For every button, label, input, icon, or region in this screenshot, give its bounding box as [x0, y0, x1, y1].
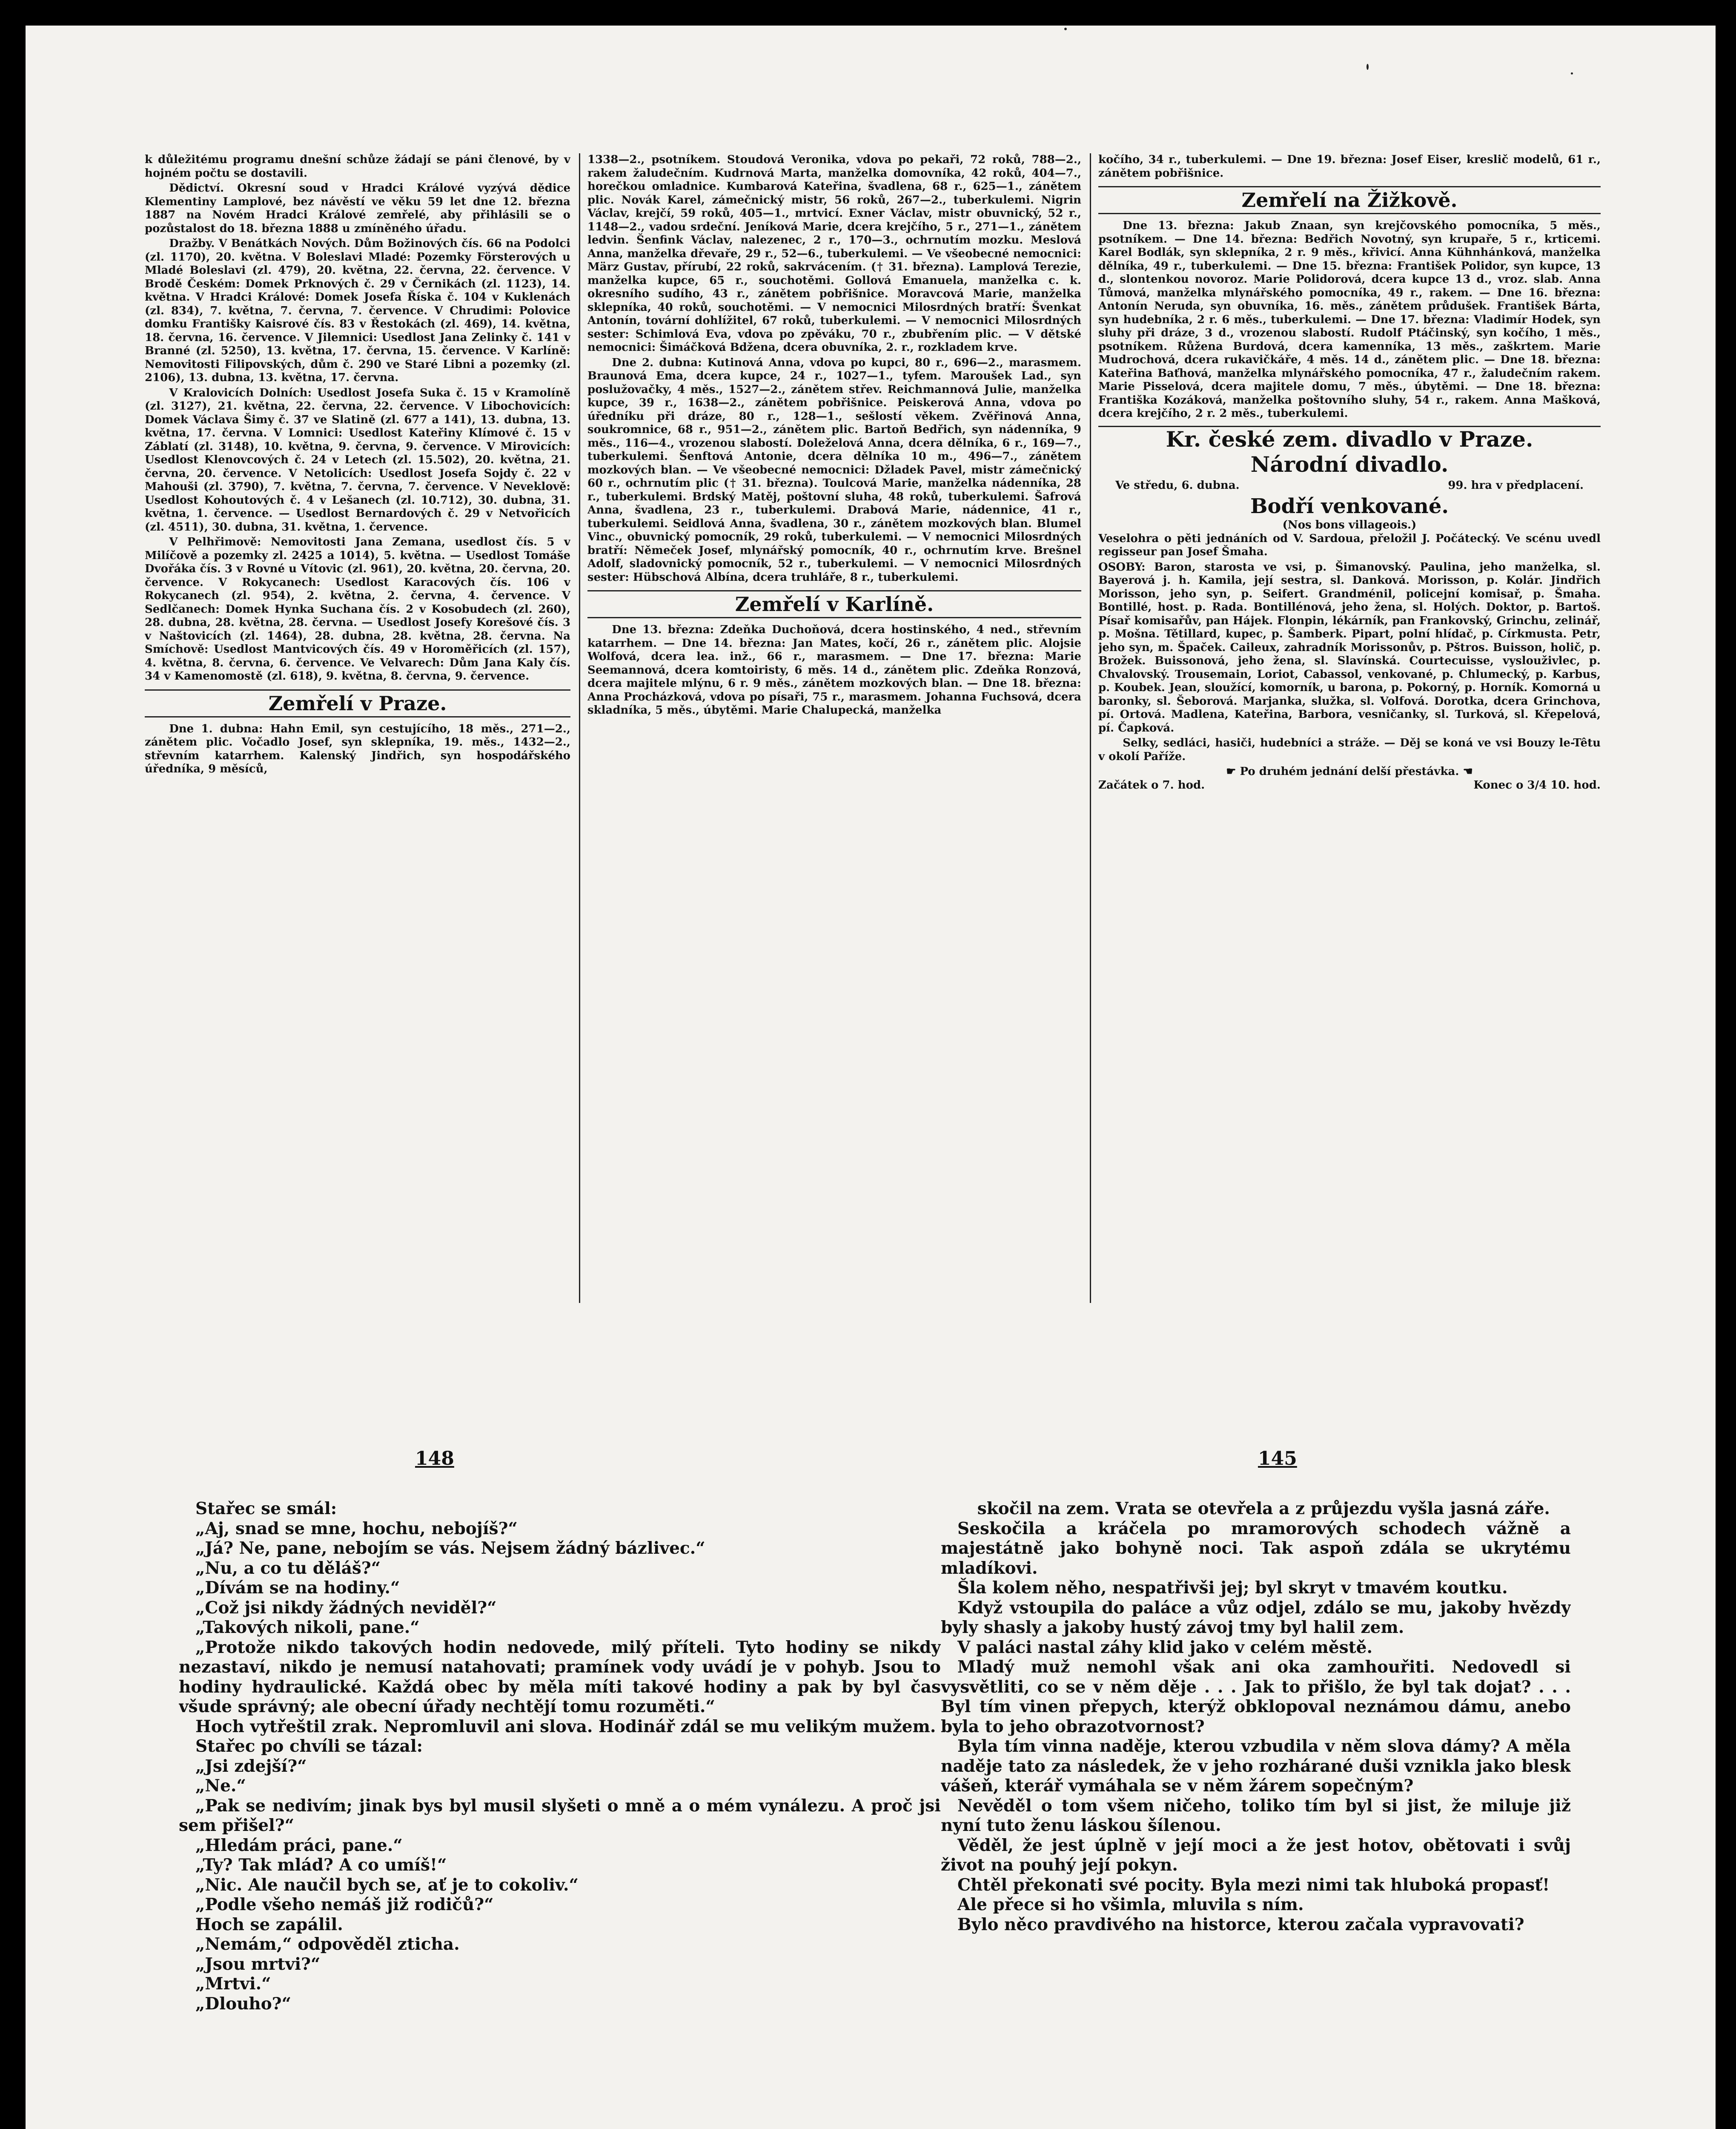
section-heading-prague: Zemřelí v Praze.: [145, 689, 570, 717]
text-line: Hoch se zapálil.: [195, 1914, 343, 1934]
text-line: Nevěděl o tom všem ničeho, toliko tím byl si jist, že miluje již nyní tuto ženu láskou šílenou.: [941, 1796, 1571, 1835]
text-line: Ale přece si ho všimla, mluvila s ním.: [957, 1895, 1304, 1914]
play-original-title: (Nos bons villageois.): [1282, 519, 1417, 531]
play-note: Selky, sedláci, hasiči, hudebníci a stráže. — Děj se koná ve vsi Bouzy le-Têtu v okolí Paříže.: [1098, 737, 1601, 763]
text-line: „Jsi zdejší?“: [195, 1756, 307, 1776]
section-heading-zizkov: Zemřelí na Žižkově.: [1098, 186, 1601, 214]
text-line: „Nu, a co tu děláš?“: [195, 1558, 381, 1578]
text-line: „Podle všeho nemáš již rodičů?“: [195, 1895, 494, 1914]
news-paragraph: Dne 2. dubna: Kutinová Anna, vdova po kupci, 80 r., 696—2., marasmem. Braunová Ema, dcera kupce, 24 r., 1027—1., tyfem. Maroušek Lad., syn poslužovačky, 4 měs., 1527—2., zánětem střev. Reichmannová Julie, manželka kupce, 39 r., 1638—2., zánětem pobřišnice. Peiskerová Anna, vdova po úředníku při dráze, 80 r., 128—1., sešlostí věkem. Zvěřinová Anna, soukromnice, 68 r., 951—2., zánětem plic. Bartoň Bedřich, syn nádenníka, 9 měs., 116—4., vrozenou slabostí. Doleželová Anna, dcera dělníka, 6 r., 169—7., tuberkulemi. Šenftová Antonie, dcera dělníka 10 m., 496—7., zánětem mozkových blan. — Ve všeobecné nemocnici: Džladek Pavel, mistr zámečnický 60 r., ochrnutím plic († 31. března). Toulcová Marie, manželka nádenníka, 28 r., tuberkulemi. Brdský Matěj, poštovní sluha, 48 roků, tuberkulemi. Šafrová Anna, švadlena, 23 r., tuberkulemi. Drabová Marie, nádennice, 41 r., tuberkulemi. Seidlová Anna, švadlena, 30 r., zánětem mozkových blan. Blumel Vinc., obuvnický pomocník, 29 roků, tuberkulemi. — V nemocnici Milosrdných bratří: Němeček Josef, mlynářský pomocník, 40 r., ochrnutím krve. Brešnel Adolf, sladovnický pomocník, 52 r., tuberkulemi. — V nemocnici Milosrdných sester: Hübschová Albína, dcera truhláře, 8 r., tuberkulemi.: [587, 356, 1081, 584]
section-heading-karlin: Zemřelí v Karlíně.: [587, 590, 1081, 618]
text-line: Když vstoupila do paláce a vůz odjel, zdálo se mu, jakoby hvězdy byly shasly a jakoby hustý závoj tmy byl halil zem.: [941, 1598, 1571, 1637]
play-cast: OSOBY: Baron, starosta ve vsi, p. Šimanovský. Paulina, jeho manželka, sl. Bayerová j. h. Kamila, její sestra, sl. Danková. Morisson, p. Kolár. Jindřich Morisson, jeho syn, p. Seifert. Grandménil, policejní komisař, p. Šmaha. Bontillé, host. p. Rada. Bontillénová, jeho žena, sl. Holých. Doktor, p. Bartoš. Písař komisařův, pan Hájek. Flonpin, lékárník, pan Frankovský, Grinchu, zelinář, p. Mošna. Tětillard, kupec, p. Šamberk. Pipart, polní hlídač, p. Církmusta. Petr, jeho syn, m. Špaček. Caileux, zahradník Morissonův, p. Pštros. Buisson, holič, p. Brožek. Buissonová, jeho žena, sl. Slavínská. Courtecuisse, vyslouživlec, p. Chvalovský. Trousemain, Loriot, Cabassol, venkované, p. Chlumecký, p. Karbus, p. Koubek. Jean, sloužící, komorník, u barona, p. Pokorný, p. Horník. Komorná u baronky, sl. Šeborová. Marjanka, služka, sl. Volfová. Dorotka, dcera Grinchova, pí. Ortová. Madlena, Kateřina, Barbora, vesničanky, sl. Turková, sl. Křepelová, pí. Čapková.: [1098, 560, 1601, 735]
text-line: „Dívám se na hodiny.“: [195, 1578, 400, 1598]
left-page-number: 148: [415, 1448, 454, 1469]
news-paragraph: kočího, 34 r., tuberkulemi. — Dne 19. března: Josef Eiser, kreslič modelů, 61 r., zánětem pobřišnice.: [1098, 153, 1601, 180]
text-line: „Jsou mrtvi?“: [195, 1954, 321, 1974]
end-time: Konec o 3/4 10. hod.: [1473, 778, 1601, 792]
performance-date: Ve středu, 6. dubna.: [1115, 479, 1240, 492]
start-time: Začátek o 7. hod.: [1098, 778, 1205, 792]
text-line: „Já? Ne, pane, nebojím se vás. Nejsem žádný bázlivec.“: [195, 1538, 705, 1558]
text-line: „Pak se nedivím; jinak bys byl musil slyšeti o mně a o mém vynálezu. A proč jsi sem přišel?“: [179, 1796, 941, 1835]
text-line: Věděl, že jest úplně v její moci a že jest hotov, obětovati i svůj život na pouhý její pokyn.: [941, 1835, 1571, 1875]
intermission-text: Po druhém jednání delší přestávka.: [1240, 765, 1459, 778]
news-paragraph: k důležitému programu dnešní schůze žádají se páni členové, by v hojném počtu se dostavili.: [145, 153, 570, 180]
news-paragraph: V Pelhřimově: Nemovitosti Jana Zemana, usedlost čís. 5 v Milíčově a pozemky zl. 2425 a 1014), 5. května. — Usedlost Tomáše Dvořáka čís. 3 v Rovné u Vítovic (zl. 961), 20. května, 20. června, 20. července. V Rokycanech: Usedlost Karacových čís. 106 v Rokycanech (zl. 954), 2. května, 2. června, 4. července. V Sedlčanech: Domek Hynka Suchana čís. 2 v Kosobudech (zl. 260), 28. dubna, 28. května, 28. června. — Usedlost Josefy Korešové čís. 3 v Naštovicích (zl. 1464), 28. dubna, 28. května, 28. června. Na Smíchově: Usedlost Mantvicových čís. 49 v Horoměřicích (zl. 157), 4. května, 8. června, 6. července. Ve Velvarech: Dům Jana Kaly čís. 34 v Kamenomostě (zl. 618), 9. května, 8. června, 9. července.: [145, 536, 570, 683]
text-line: „Nemám,“ odpověděl zticha.: [195, 1934, 460, 1954]
column-rule: [579, 153, 580, 1303]
performance-date-row: [1115, 479, 1584, 493]
text-line: „Dlouho?“: [195, 1994, 292, 2014]
text-line: „Nic. Ale naučil bych se, ať je to cokoliv.“: [195, 1875, 579, 1895]
news-paragraph: Dne 1. dubna: Hahn Emil, syn cestujícího, 18 měs., 271—2., zánětem plic. Vočadlo Josef, syn sklepníka, 19. měs., 1432—2., střevním katarrhem. Kalenský Jindřich, syn hospodářského úředníka, 9 měsíců,: [145, 722, 570, 775]
text-line: skočil na zem. Vrata se otevřela a z průjezdu vyšla jasná záře.: [977, 1499, 1550, 1518]
news-paragraph: Dědictví. Okresní soud v Hradci Králové vyzývá dědice Klementiny Lamplové, bez návěstí ve věku 59 let dne 12. března 1887 na Novém Hradci Králové zemřelé, aby přihlásili se o pozůstalost do 18. března 1888 u zmíněného úřadu.: [145, 182, 570, 235]
news-paragraph: 1338—2., psotníkem. Stoudová Veronika, vdova po pekaři, 72 roků, 788—2., rakem žaludečním. Kudrnová Marta, manželka domovníka, 42 roků, 404—7., horečkou omladnice. Kumbarová Kateřina, švadlena, 68 r., 625—1., zánětem plic. Novák Karel, zámečnický mistr, 56 roků, 267—2., tuberkulemi. Nigrin Václav, krejčí, 59 roků, 405—1., mrtvicí. Exner Václav, mistr obuvnický, 52 r., 1148—2., vadou srdeční. Jeníková Marie, dcera krejčího, 5 r., 271—1., zánětem ledvin. Šenfink Václav, nalezenec, 2 r., 170—3., ochrnutím mozku. Meslová Anna, manželka dřevaře, 29 r., 52—6., tuberkulemi. — Ve všeobecné nemocnici: März Gustav, přírubí, 22 roků, sakrvácením. († 31. března). Lamplová Terezie, manželka kupce, 65 r., souchotěmi. Gollová Emanuela, manželka c. k. okresního sudího, 43 r., zánětem pobřišnice. Moravcová Marie, manželka sklepníka, 40 roků, souchotěmi. — V nemocnici Milosrdných bratří: Švenkat Antonín, tovární dohlížitel, 67 roků, tuberkulemi. — V nemocnici Milosrdných sester: Schimlová Eva, vdova po zpěváku, 70 r., zbubřením plic. — V dětské nemocnici: Šimáčková Bdžena, dcera obuvníka, 2. r., rozkladem krve.: [587, 153, 1081, 354]
news-column-2: [587, 153, 1081, 1311]
text-line: „Protože nikdo takových hodin nedovede, milý příteli. Tyto hodiny se nikdy nezastaví, nikdo je nemusí natahovati; pramínek vody uvádí je v pohyb. Jsou to hodiny hydraulické. Každá obec by měla míti takové hodiny a pak by byl čas všude správný; ale obecní úřady nechtějí tomu rozuměti.“: [179, 1637, 941, 1716]
text-line: V paláci nastal záhy klid jako v celém městě.: [957, 1637, 1373, 1657]
text-line: Bylo něco pravdivého na historce, kterou začala vypravovati?: [957, 1914, 1524, 1934]
pointing-hand-icon: ☚: [1459, 765, 1473, 778]
text-line: Stařec se smál:: [195, 1499, 337, 1518]
performance-times: [1098, 779, 1601, 792]
text-line: „Hledám práci, pane.“: [195, 1835, 403, 1855]
scan-speck: [1571, 72, 1573, 75]
news-paragraph: V Kralovicích Dolních: Usedlost Josefa Suka č. 15 v Kramolíně (zl. 3127), 21. května, 22. června, 22. července. V Libochovicích: Domek Václava Šimy č. 37 ve Slatině (zl. 677 a 141), 13. dubna, 13. května, 17. června. V Lomnici: Usedlost Kateřiny Klímové č. 15 v Záblatí (zl. 3148), 10. května, 9. června, 9. července. V Mirovicích: Usedlost Klenovcových č. 24 v Letech (zl. 15.502), 20. května, 21. června, 20. července. V Netolicích: Usedlost Josefa Sojdy č. 22 v Mahouši (zl. 3790), 7. května, 7. června, 7. července. V Neveklově: Usedlost Kohoutových č. 4 v Lešanech (zl. 10.712), 30. dubna, 31. května, 1. července. — Usedlost Bernardových č. 29 v Netvořicích (zl. 4511), 30. dubna, 31. května, 1. července.: [145, 386, 570, 534]
text-line: Byla tím vinna naděje, kterou vzbudila v něm slova dámy? A měla naděje tato za následek, že v jeho rozhárané duši vznikla jako blesk vášeň, kterář vymáhala se v něm žárem sopečným?: [941, 1736, 1571, 1796]
pointing-hand-icon: ☛: [1226, 765, 1240, 778]
theatre-subtitle: Národní divadlo.: [1250, 451, 1449, 477]
right-page-number: 145: [1258, 1448, 1297, 1469]
scan-speck: [1064, 28, 1067, 30]
book-page-left: [179, 1499, 941, 2129]
news-column-1: [145, 153, 570, 1311]
news-paragraph: Dne 13. března: Jakub Znaan, syn krejčovského pomocníka, 5 měs., psotníkem. — Dne 14. března: Bedřich Novotný, syn krupaře, 5 r., krticemi. Karel Bodlák, syn sklepníka, 2 r. 9 měs., křivicí. Anna Kühnhánková, manželka dělníka, 49 r., tuberkulemi. — Dne 15. března: František Polidor, syn kupce, 13 d., slontenkou novoroz. Marie Polidorová, dcera kupce 13 d., vroz. slab. Anna Tůmová, manželka mlynářského pomocníka, 49 r., rakem. — Dne 16. března: Antonín Neruda, syn obuvníka, 16. měs., zánětem průdušek. František Bárta, syn hudebníka, 2 r. 6 měs., tuberkulemi. — Dne 17. března: Vladimír Hodek, syn sluhy při dráze, 3 d., vrozenou slabostí. Rudolf Ptáčinský, syn kočího, 1 měs., psotníkem. Růžena Burdová, dcera kamenníka, 13 měs., zaškrtem. Marie Mudrochová, dcera rukavičkáře, 4 měs. 14 d., zánětem plic. — Dne 18. března: Kateřina Baťhová, manželka mlynářského pomocníka, 47 r., žaludečním rakem. Marie Pisselová, dcera majitele domu, 7 měs., úbytěmi. — Dne 18. března: Františka Kozáková, manželka poštovního sluhy, 54 r., rakem. Anna Mašková, dcera krejčího, 2 r. 2 měs., tuberkulemi.: [1098, 219, 1601, 420]
text-line: „Což jsi nikdy žádných neviděl?“: [195, 1598, 497, 1618]
text-line: „Ne.“: [195, 1776, 246, 1796]
text-line: „Mrtvi.“: [195, 1974, 271, 1994]
text-line: Mladý muž nemohl však ani oka zamhouřiti. Nedovedl si vysvětliti, co se v něm děje . . . Jak to přišlo, že byl tak dojat? . . . Byl tím vinen přepych, kterýž obklopoval neznámou dámu, anebo byla to jeho obrazotvornost?: [941, 1657, 1571, 1736]
play-title: Bodří venkované.: [1250, 494, 1449, 518]
news-column-3: [1098, 153, 1601, 1311]
subscription-number: 99. hra v předplacení.: [1448, 479, 1584, 492]
scanned-sheet: [26, 26, 1716, 2129]
text-line: Šla kolem něho, nespatřivši jej; byl skryt v tmavém koutku.: [957, 1578, 1508, 1598]
text-line: Seskočila a kráčela po mramorových schodech vážně a majestátně jako bohyně noci. Tak aspoň zdála se ukrytému mladíkovi.: [941, 1518, 1571, 1578]
book-page-right: [941, 1499, 1571, 2129]
news-paragraph: Dne 13. března: Zdeňka Duchoňová, dcera hostinského, 4 ned., střevním katarrhem. — Dne 14. března: Jan Mates, kočí, 26 r., zánětem plic. Alojsie Wolfová, dcera lea. inž., 66 r., marasmem. — Dne 17. března: Marie Seemannová, dcera komtoiristy, 6 měs. 14 d., zánětem plic. Zdeňka Ronzová, dcera majitele mlýnu, 6 r. 9 měs., zánětem mozkových blan. — Dne 18. března: Anna Procházková, vdova po písaři, 75 r., marasmem. Johanna Fuchsová, dcera skladníka, 5 měs., úbytěmi. Marie Chalupecká, manželka: [587, 623, 1081, 717]
news-paragraph: Dražby. V Benátkách Nových. Dům Božinových čís. 66 na Podolci (zl. 1170), 20. května. V Boleslavi Mladé: Pozemky Försterových u Mladé Boleslavi (zl. 479), 20. května, 22. června, 22. července. V Brodě Českém: Domek Prknových č. 29 v Černikách (zl. 1123), 14. května. V Hradci Králové: Domek Josefa Říska č. 104 v Kuklenách (zl. 834), 7. května, 7. června, 7. července. V Chrudimi: Polovice domku Františky Kaisrové čís. 83 v Řestokách (zl. 469), 14. května, 18. června, 16. července. V Jilemnici: Usedlost Jana Zelinky č. 141 v Branné (zl. 5250), 13. května, 17. června, 15. července. V Karlíně: Nemovitosti Filipovských, dům č. 290 ve Staré Libni a pozemky (zl. 2106), 13. dubna, 13. května, 17. června.: [145, 237, 570, 384]
play-credits: Veselohra o pěti jednáních od V. Sardoua, přeložil J. Počátecký. Ve scénu uvedl regisseur pan Josef Šmaha.: [1098, 532, 1601, 558]
text-line: Stařec po chvíli se tázal:: [195, 1736, 423, 1756]
text-line: „Ty? Tak mlád? A co umíš!“: [195, 1855, 447, 1875]
intermission-note: [1098, 765, 1601, 779]
theatre-title: Kr. české zem. divadlo v Praze.: [1098, 426, 1601, 452]
scan-speck: [1366, 64, 1369, 70]
text-line: „Takových nikoli, pane.“: [195, 1618, 420, 1637]
column-rule: [1090, 153, 1091, 1303]
text-line: „Aj, snad se mne, hochu, nebojíš?“: [195, 1518, 518, 1538]
text-line: Hoch vytřeštil zrak. Nepromluvil ani slova. Hodinář zdál se mu velikým mužem.: [195, 1716, 936, 1736]
text-line: Chtěl překonati své pocity. Byla mezi nimi tak hluboká propasť!: [957, 1875, 1550, 1895]
